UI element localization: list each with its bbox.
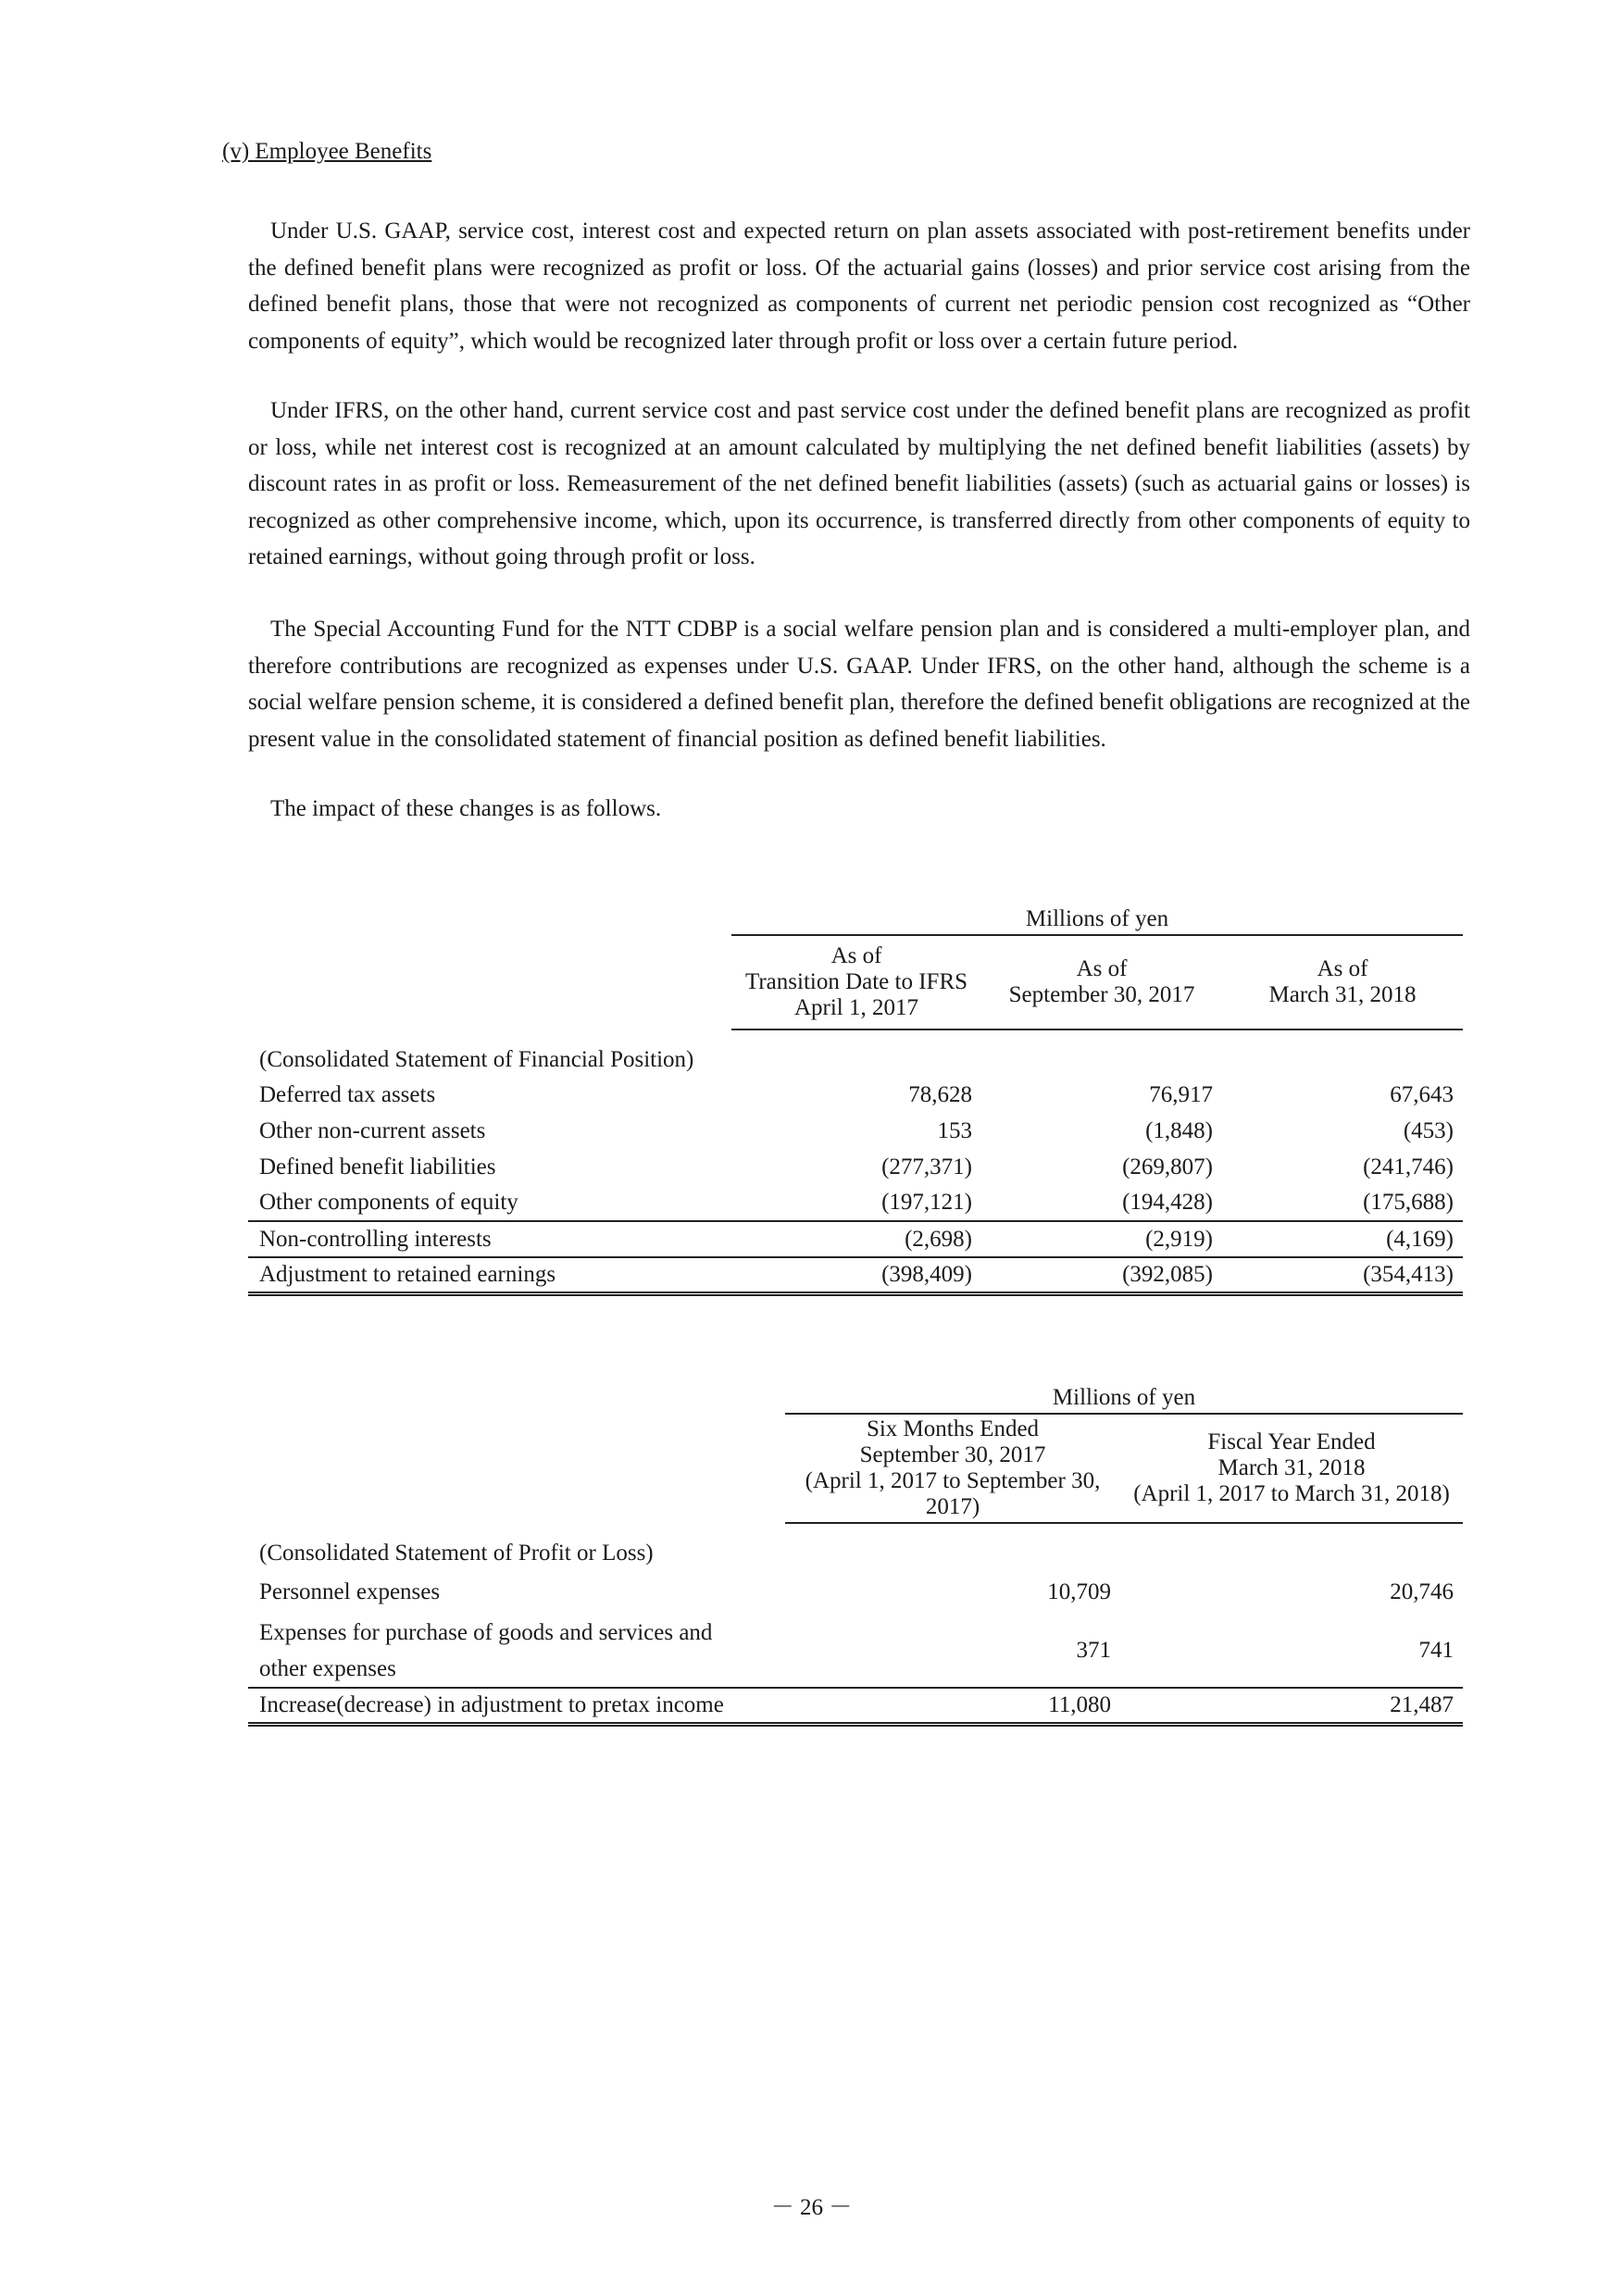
column-header-mar-2018: As of March 31, 2018: [1222, 935, 1463, 1029]
table-row-total: Adjustment to retained earnings (398,409) (392,085) (354,413): [248, 1257, 1463, 1293]
page-number: － 26 －: [770, 2195, 853, 2220]
column-header-fiscal-year: Fiscal Year Ended March 31, 2018 (April 1, 2017 to March 31, 2018): [1120, 1414, 1463, 1523]
column-header-sep-2017: As of September 30, 2017: [981, 935, 1222, 1029]
column-header-transition-date: As of Transition Date to IFRS April 1, 2017: [731, 935, 981, 1029]
table-row: Personnel expenses 10,709 20,746: [259, 1579, 1454, 1604]
unit-label: Millions of yen: [785, 1379, 1463, 1414]
table-row: Non-controlling interests (2,698) (2,919) (4,169): [248, 1221, 1463, 1257]
table-row: Deferred tax assets 78,628 76,917 67,643: [259, 1081, 1454, 1107]
table-row: Expenses for purchase of goods and services and other expenses 371 741: [259, 1620, 1454, 1681]
table-row: Defined benefit liabilities (277,371) (269,807) (241,746): [259, 1154, 1454, 1179]
paragraph-ifrs: Under IFRS, on the other hand, current service cost and past service cost under the defined benefit plans are recognized as profit or loss, while net interest cost is recognized at an amount calculated by multiplying the net defined benefit liabilities (assets) by discount rates in as profit or loss. Remeasurement of the net defined benefit liabilities (assets) (such as actuarial gains or losses) is recognized as other comprehensive income, which, upon its occurrence, is transferred directly from other components of equity to retained earnings, without going through profit or loss.: [248, 398, 1470, 569]
section-label: (Consolidated Statement of Financial Position): [259, 1047, 694, 1072]
unit-label: Millions of yen: [731, 901, 1463, 935]
table-row-total: Increase(decrease) in adjustment to pretax income 11,080 21,487: [248, 1688, 1463, 1724]
paragraph-special-fund: The Special Accounting Fund for the NTT CDBP is a social welfare pension plan and is considered a multi-employer plan, and therefore contributions are recognized as expenses under U.S. GAAP. Under IFRS, on the other hand, although the scheme is a social welfare pension scheme, it is considered a defined benefit plan, therefore the defined benefit obligations are recognized at the present value in the consolidated statement of financial position as defined benefit liabilities.: [248, 617, 1470, 752]
column-header-six-months: Six Months Ended September 30, 2017 (April 1, 2017 to September 30, 2017): [785, 1414, 1120, 1523]
table-row: Other components of equity (197,121) (194,428) (175,688): [259, 1190, 1454, 1215]
table-row: Other non-current assets 153 (1,848) (453): [259, 1117, 1454, 1143]
section-heading: (v) Employee Benefits: [222, 139, 432, 164]
paragraph-impact: The impact of these changes is as follows.: [270, 796, 662, 821]
section-label: (Consolidated Statement of Profit or Loss): [259, 1541, 654, 1566]
financial-position-table: [248, 901, 1463, 1296]
profit-loss-table: [248, 1379, 1463, 1727]
paragraph-us-gaap: Under U.S. GAAP, service cost, interest cost and expected return on plan assets associated with post-retirement benefits under the defined benefit plans were recognized as profit or loss. Of the actuarial gains (losses) and prior service cost arising from the defined benefit plans, those that were not recognized as components of current net periodic pension cost recognized as “Other components of equity”, which would be recognized later through profit or loss over a certain future period.: [248, 218, 1470, 354]
